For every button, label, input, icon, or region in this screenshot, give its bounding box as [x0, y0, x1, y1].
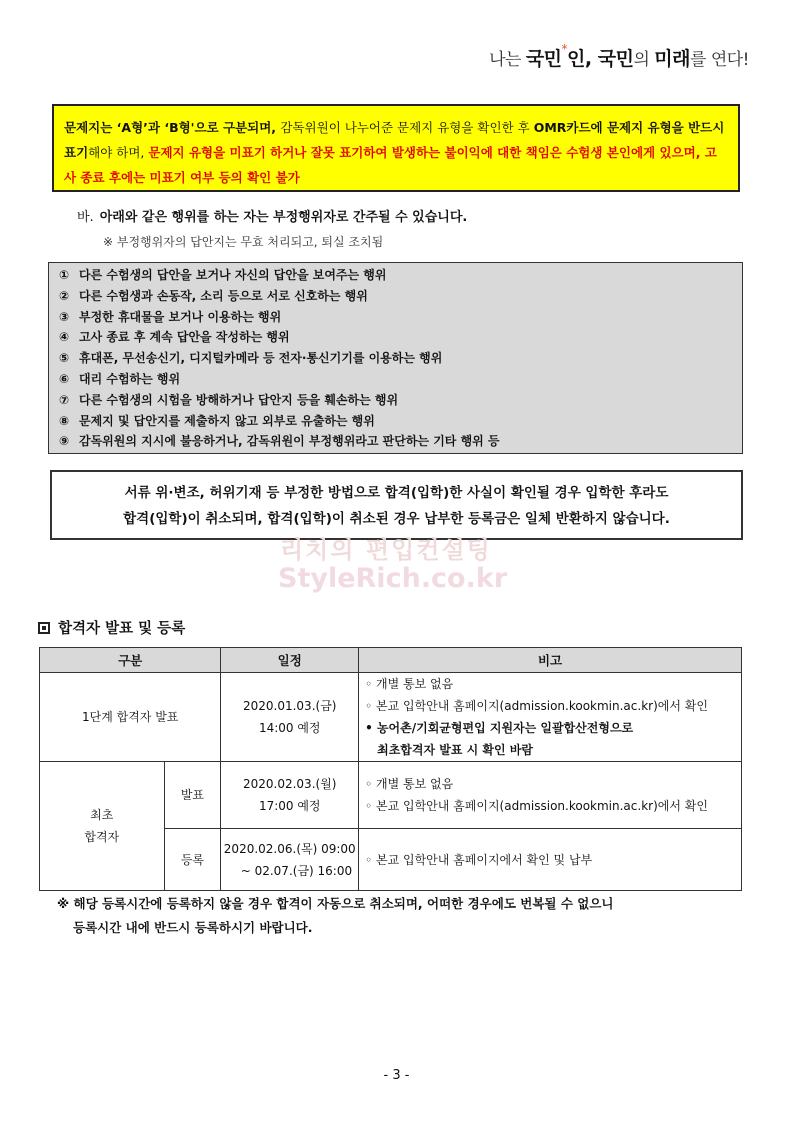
schedule-cell — [221, 829, 359, 891]
slogan-text: 나는 — [489, 50, 526, 70]
item-text: 다른 수험생과 손동작, 소리 등으로 서로 신호하는 행위 — [79, 288, 368, 303]
list-item — [59, 327, 732, 348]
item-text: 휴대폰, 무선송신기, 디지털카메라 등 전자·통신기기를 이용하는 행위 — [79, 351, 443, 366]
section-title — [38, 617, 185, 638]
slogan-bold: 인, 국민 — [567, 48, 634, 70]
warning-line: 서류 위·변조, 허위기재 등 부정한 방법으로 합격(입학)한 사실이 확인될 경우 입학한 후라도 — [124, 485, 669, 501]
notice-red-text: 문제지 유형을 미표기 하거나 잘못 표기하여 발생하는 불이익에 대한 책임은 수험생 본인에게 있으며, 고사 종료 후에는 미표기 여부 등의 확인 불가 — [64, 145, 717, 185]
remarks-cell — [359, 762, 742, 829]
violations-list — [48, 262, 743, 454]
header-schedule: 일정 — [221, 648, 359, 673]
item-number: ⑥ — [59, 371, 70, 386]
group-label: 합격자 — [84, 830, 120, 844]
list-item — [59, 265, 732, 286]
square-bullet-icon — [38, 622, 50, 634]
footnote-line: 등록시간 내에 반드시 등록하시기 바랍니다. — [73, 920, 313, 935]
remarks-cell — [359, 829, 742, 891]
slogan-star: * — [561, 42, 568, 56]
remark-bold-line: 최초합격자 발표 시 확인 바람 — [377, 743, 533, 757]
footnote-line: ※ 해당 등록시간에 등록하지 않을 경우 합격이 자동으로 취소되며, 어떠한 경우에도 번복될 수 없으니 — [57, 896, 614, 911]
notice-text: 감독위원이 나누어준 문제지 유형을 확인한 후 — [280, 120, 534, 135]
item-number: ① — [59, 268, 70, 282]
slogan-bold: 국민 — [525, 48, 562, 70]
sub-category-cell: 발표 — [164, 762, 221, 829]
schedule-date: 2020.01.03.(금) — [242, 699, 337, 713]
remarks-cell — [359, 673, 742, 762]
watermark-url: StyleRich.co.kr — [278, 563, 508, 594]
remark-line: ◦ 본교 입학안내 홈페이지(admission.kookmin.ac.kr)에서 확인 — [365, 799, 708, 813]
item-number: ⑧ — [59, 413, 70, 428]
slogan-bold: 미래 — [654, 48, 690, 70]
list-item — [59, 431, 732, 452]
table-row — [40, 762, 742, 829]
item-number: ③ — [59, 309, 70, 324]
item-text: 다른 수험생의 시험을 방해하거나 답안지 등을 훼손하는 행위 — [79, 392, 399, 407]
schedule-date: ~ 02.07.(금) 16:00 — [240, 863, 353, 878]
page-number: - 3 - — [383, 1068, 410, 1083]
item-number: ④ — [59, 330, 70, 345]
schedule-cell — [221, 673, 359, 762]
warning-line: 합격(입학)이 취소되며, 합격(입학)이 취소된 경우 납부한 등록금은 일체 반환하지 않습니다. — [123, 511, 670, 527]
slogan-text: 의 — [633, 50, 655, 70]
list-item — [59, 390, 732, 411]
list-item — [59, 411, 732, 432]
list-item — [59, 307, 732, 328]
header-remarks: 비고 — [359, 648, 742, 673]
item-text: 감독위원의 지시에 불응하거나, 감독위원이 부정행위라고 판단하는 기타 행위 등 — [79, 434, 500, 449]
remark-bold-line: • 농어촌/기회균형편입 지원자는 일괄합산전형으로 — [365, 721, 634, 735]
item-text: 부정한 휴대물을 보거나 이용하는 행위 — [79, 309, 282, 324]
remark-line: ◦ 개별 통보 없음 — [365, 677, 454, 691]
header-category: 구분 — [40, 648, 221, 673]
schedule-table — [39, 647, 742, 891]
remark-line: ◦ 본교 입학안내 홈페이지(admission.kookmin.ac.kr)에서 확인 — [365, 699, 708, 713]
section-title-text: 합격자 발표 및 등록 — [58, 621, 186, 637]
rule-text: 아래와 같은 행위를 하는 자는 부정행위자로 간주될 수 있습니다. — [99, 210, 468, 225]
header-slogan — [489, 44, 749, 71]
item-text: 고사 종료 후 계속 답안을 작성하는 행위 — [79, 330, 290, 345]
schedule-time: 17:00 예정 — [258, 799, 321, 813]
notice-bold-text: OMR카드에 문제지 유형을 반드시 표기 — [64, 120, 725, 160]
rule-heading — [77, 206, 467, 225]
exam-type-notice — [52, 104, 740, 192]
remark-line: ◦ 개별 통보 없음 — [365, 777, 454, 791]
sub-category-cell: 등록 — [164, 829, 221, 891]
remark-line: ◦ 본교 입학안내 홈페이지에서 확인 및 납부 — [365, 852, 593, 867]
item-number: ⑤ — [59, 351, 70, 366]
item-number: ⑦ — [59, 392, 70, 407]
list-item — [59, 348, 732, 369]
group-label: 최초 — [90, 808, 114, 822]
schedule-date: 2020.02.06.(목) 09:00 — [223, 841, 356, 856]
item-number: ⑨ — [59, 434, 70, 449]
watermark-text: 리치의 편입컨설팅 — [280, 536, 492, 564]
list-item — [59, 286, 732, 307]
item-text: 문제지 및 답안지를 제출하지 않고 외부로 유출하는 행위 — [79, 413, 375, 428]
item-text: 다른 수험생의 답안을 보거나 자신의 답안을 보여주는 행위 — [79, 268, 387, 282]
rule-prefix: 바. — [77, 210, 94, 225]
notice-bold-text: 문제지는 ‘A형’과 ‘B형'으로 구분되며, — [64, 120, 281, 135]
slogan-text: 를 연다! — [690, 50, 749, 70]
rule-note: ※ 부정행위자의 답안지는 무효 처리되고, 퇴실 조치됨 — [103, 235, 384, 249]
table-row — [40, 673, 742, 762]
schedule-time: 14:00 예정 — [258, 721, 321, 735]
item-number: ② — [59, 288, 70, 303]
category-cell: 1단계 합격자 발표 — [40, 673, 221, 762]
item-text: 대리 수험하는 행위 — [79, 371, 181, 386]
schedule-cell — [221, 762, 359, 829]
schedule-date: 2020.02.03.(월) — [242, 777, 337, 791]
final-group-cell — [40, 762, 165, 891]
registration-footnote — [57, 892, 757, 940]
list-item — [59, 369, 732, 390]
notice-text: 해야 하며, — [88, 145, 149, 160]
table-header-row — [40, 648, 742, 673]
